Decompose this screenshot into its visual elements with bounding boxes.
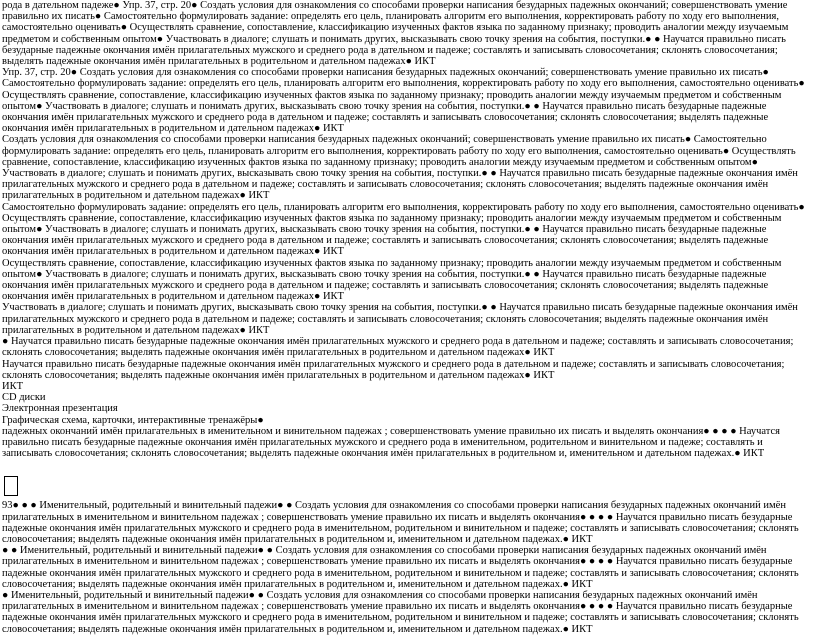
text-paragraph: Научатся правильно писать безударные падежные окончания имён прилагательных мужского и среднего рода в дательном и падеже; составлять и записывать словосочетания; склонять словосочетания; выделять падежные окончания имён прилагательных в родительном и дательном падежах● ИКТ [2, 358, 785, 381]
blank-line [2, 459, 814, 470]
text-paragraph: Графическая схема, карточки, интерактивные тренажёры● [2, 414, 264, 426]
empty-table-cell [4, 476, 18, 496]
text-paragraph: 93● ● ● Именительный, родительный и винительный падежи● ● Создать условия для ознакомления со способами проверки написания безударных падежных окончаний имён прилагательных в именительном и винительном падежах ; совершенствовать умение правильно их писать и выделять окончания● ● ● ● Научатся правильно писать безударные падежные окончания имён прилагательных мужского и среднего рода в именительном, родительном и винительном и падеже; составлять и записывать словосочетания; склонять словосочетания; выделять падежные окончания имён прилагательных в родительном и, именительном и дательном падежах.● ИКТ [2, 500, 799, 545]
text-paragraph: ● ● Именительный, родительный и винительный падежи● ● Создать условия для ознакомления со способами проверки написания безударных падежных окончаний имён прилагательных в именительном и винительном падежах ; совершенствовать умение правильно их писать и выделять окончания● ● ● ● Научатся правильно писать безударные падежные окончания имён прилагательных мужского и среднего рода в именительном, родительном и винительном и падеже; составлять и записывать словосочетания; склонять словосочетания; выделять падежные окончания имён прилагательных в родительном и, именительном и дательном падежах.● ИКТ [2, 545, 799, 590]
text-paragraph: Осуществлять сравнение, сопоставление, классификацию изученных фактов языка по заданному признаку; проводить аналогии между изучаемым предметом и собственным опытом● Участвовать в диалоге; слушать и понимать других, высказывать свою точку зрения на события, поступки.● ● Научатся правильно писать безударные падежные окончания имён прилагательных мужского и среднего рода в дательном и падеже; составлять и записывать словосочетания; склонять словосочетания; выделять падежные окончания имён прилагательных в родительном и дательном падежах● ИКТ [2, 257, 782, 303]
text-paragraph: Упр. 37, стр. 20● Создать условия для ознакомления со способами проверки написания безударных падежных окончаний; совершенствовать умение правильно их писать● Самостоятельно формулировать задание: определять его цель, планировать алгоритм его выполнения, корректировать работу по ходу его выполнения, самостоятельно оценивать● Осуществлять сравнение, сопоставление, классификацию изученных фактов языка по заданному признаку; проводить аналогии между изучаемым предметом и собственным опытом● Участвовать в диалоге; слушать и понимать других, высказывать свою точку зрения на события, поступки.● ● Научатся правильно писать безударные падежные окончания имён прилагательных мужского и среднего рода в дательном и падеже; составлять и записывать словосочетания; склонять словосочетания; выделять падежные окончания имён прилагательных в родительном и дательном падежах● ИКТ [2, 67, 805, 135]
text-paragraph: Участвовать в диалоге; слушать и понимать других, высказывать свою точку зрения на события, поступки.● ● Научатся правильно писать безударные падежные окончания имён прилагательных мужского и среднего рода в дательном и падеже; составлять и записывать словосочетания; склонять словосочетания; выделять падежные окончания имён прилагательных в родительном и дательном падежах● ИКТ [2, 302, 798, 336]
text-paragraph: Создать условия для ознакомления со способами проверки написания безударных падежных окончаний; совершенствовать умение правильно их писать● Самостоятельно формулировать задание: определять его цель, планировать алгоритм его выполнения, корректировать работу по ходу его выполнения, самостоятельно оценивать● Осуществлять сравнение, сопоставление, классификацию изученных фактов языка по заданному признаку; проводить аналогии между изучаемым предметом и собственным опытом● Участвовать в диалоге; слушать и понимать других, высказывать свою точку зрения на события, поступки.● ● Научатся правильно писать безударные падежные окончания имён прилагательных мужского и среднего рода в дательном и падеже; составлять и записывать словосочетания; склонять словосочетания; выделять падежные окончания имён прилагательных в родительном и дательном падежах● ИКТ [2, 134, 798, 202]
text-paragraph: рода в дательном падеже● Упр. 37, стр. 20● Создать условия для ознакомления со способами проверки написания безударных падежных окончаний; совершенствовать умение правильно их писать● Самостоятельно формулировать задание: определять его цель, планировать алгоритм его выполнения, корректировать работу по ходу его выполнения, самостоятельно оценивать● Осуществлять сравнение, сопоставление, классификацию изученных фактов языка по заданному признаку; проводить аналогии между изучаемым предметом и собственным опытом● Участвовать в диалоге; слушать и понимать других, высказывать свою точку зрения на события, поступки.● ● Научатся правильно писать безударные падежные окончания имён прилагательных мужского и среднего рода в дательном и падеже; составлять и записывать словосочетания; склонять словосочетания; выделять падежные окончания имён прилагательных в родительном и дательном падежах● ИКТ [2, 0, 789, 68]
text-paragraph: Электронная презентация [2, 403, 118, 415]
text-paragraph: ИКТ [2, 380, 23, 392]
text-paragraph: ● Научатся правильно писать безударные падежные окончания имён прилагательных мужского и среднего рода в дательном и падеже; составлять и записывать словосочетания; склонять словосочетания; выделять падежные окончания имён прилагательных в родительном и дательном падежах● ИКТ [2, 336, 794, 359]
text-paragraph: CD диски [2, 392, 46, 404]
text-paragraph: падежных окончаний имён прилагательных в именительном и винительном падежах ; совершенствовать умение правильно их писать и выделять окончания● ● ● ● Научатся правильно писать безударные падежные окончания имён прилагательных мужского и среднего рода в именительном, родительном и винительном и падеже; составлять и записывать словосочетания; склонять словосочетания; выделять падежные окончания имён прилагательных в родительном и, именительном и дательном падежах.● ИКТ [2, 425, 781, 460]
text-paragraph: Самостоятельно формулировать задание: определять его цель, планировать алгоритм его выполнения, корректировать работу по ходу его выполнения, самостоятельно оценивать● Осуществлять сравнение, сопоставление, классификацию изученных фактов языка по заданному признаку; проводить аналогии между изучаемым предметом и собственным опытом● Участвовать в диалоге; слушать и понимать других, высказывать свою точку зрения на события, поступки.● ● Научатся правильно писать безударные падежные окончания имён прилагательных мужского и среднего рода в дательном и падеже; составлять и записывать словосочетания; склонять словосочетания; выделять падежные окончания имён прилагательных в родительном и дательном падежах● ИКТ [2, 201, 805, 258]
text-paragraph: ● Именительный, родительный и винительный падежи● ● Создать условия для ознакомления со способами проверки написания безударных падежных окончаний имён прилагательных в именительном и винительном падежах ; совершенствовать умение правильно их писать и выделять окончания● ● ● ● Научатся правильно писать безударные падежные окончания имён прилагательных мужского и среднего рода в именительном, родительном и винительном и падеже; составлять и записывать словосочетания; склонять словосочетания; выделять падежные окончания имён прилагательных в родительном и, именительном и дательном падежах.● ИКТ [2, 589, 799, 635]
